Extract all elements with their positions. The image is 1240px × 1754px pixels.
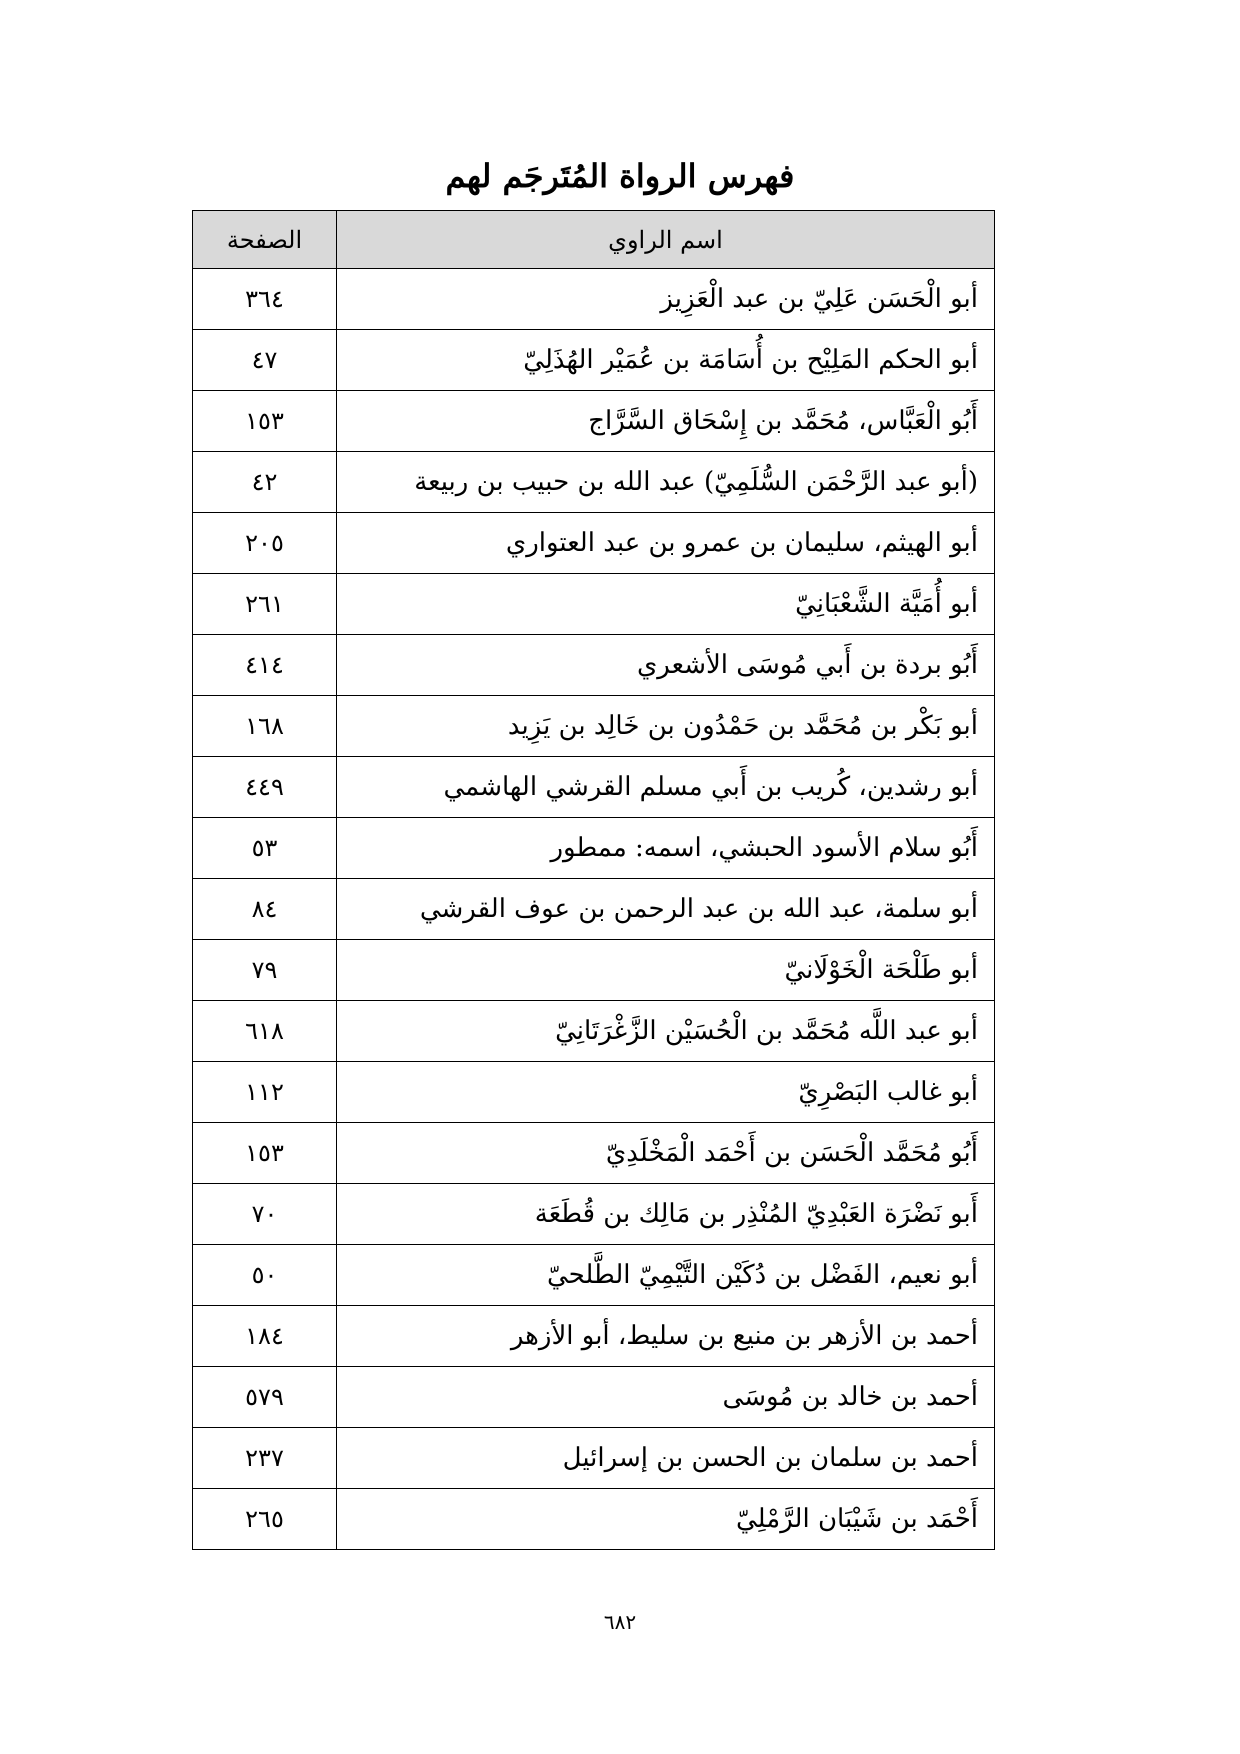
table-row (193, 879, 995, 940)
page-number: ٦٨٢ (603, 1610, 637, 1634)
page-reference: ٤٧ (193, 330, 337, 391)
narrator-name: أبو الْحَسَن عَلِيّ بن عبد الْعَزِيز (337, 269, 995, 330)
narrator-name: أبو بَكْر بن مُحَمَّد بن حَمْدُون بن خَالِد بن يَزِيد (337, 696, 995, 757)
page-reference: ٢٦١ (193, 574, 337, 635)
page-reference: ١٨٤ (193, 1306, 337, 1367)
page-reference: ٢٣٧ (193, 1428, 337, 1489)
page-reference: ٢٠٥ (193, 513, 337, 574)
table-row (193, 635, 995, 696)
narrator-name: أبو الهيثم، سليمان بن عمرو بن عبد العتواري (337, 513, 995, 574)
header-page: الصفحة (193, 211, 337, 269)
page-reference: ٥٧٩ (193, 1367, 337, 1428)
narrators-index-table (192, 210, 995, 1550)
page-reference: ٥٣ (193, 818, 337, 879)
narrator-name: أَبُو الْعَبَّاس، مُحَمَّد بن إِسْحَاق السَّرَّاج (337, 391, 995, 452)
table-row (193, 574, 995, 635)
page-reference: ٤١٤ (193, 635, 337, 696)
page-reference: ٥٠ (193, 1245, 337, 1306)
narrator-name: أبو غالب البَصْرِيّ (337, 1062, 995, 1123)
table-body (193, 269, 995, 1550)
narrator-name: (أبو عبد الرَّحْمَن السُّلَمِيّ) عبد الله بن حبيب بن ربيعة (337, 452, 995, 513)
narrator-name: أَبُو بردة بن أَبي مُوسَى الأشعري (337, 635, 995, 696)
page-reference: ٢٦٥ (193, 1489, 337, 1550)
narrator-name: أحمد بن سلمان بن الحسن بن إسرائيل (337, 1428, 995, 1489)
page-reference: ٣٦٤ (193, 269, 337, 330)
narrator-name: أَبُو سلام الأسود الحبشي، اسمه: ممطور (337, 818, 995, 879)
page-reference: ٦١٨ (193, 1001, 337, 1062)
narrator-name: أَبُو مُحَمَّد الْحَسَن بن أَحْمَد الْمَخْلَدِيّ (337, 1123, 995, 1184)
narrator-name: أبو سلمة، عبد الله بن عبد الرحمن بن عوف القرشي (337, 879, 995, 940)
page-reference: ٤٢ (193, 452, 337, 513)
table-row (193, 1184, 995, 1245)
page-title: فهرس الرواة المُتَرجَم لهم (445, 157, 795, 195)
table-row (193, 1062, 995, 1123)
page-reference: ٤٤٩ (193, 757, 337, 818)
table-row (193, 269, 995, 330)
narrator-name: أبو أُمَيَّة الشَّعْبَانِيّ (337, 574, 995, 635)
table-row (193, 391, 995, 452)
table-row (193, 1001, 995, 1062)
table-row (193, 696, 995, 757)
narrator-name: أبو رشدين، كُريب بن أَبي مسلم القرشي الهاشمي (337, 757, 995, 818)
page-reference: ١٥٣ (193, 1123, 337, 1184)
page-reference: ٧٠ (193, 1184, 337, 1245)
narrator-name: أحمد بن الأزهر بن منيع بن سليط، أبو الأزهر (337, 1306, 995, 1367)
narrator-name: أبو عبد اللَّه مُحَمَّد بن الْحُسَيْن الزَّغْرَتَانِيّ (337, 1001, 995, 1062)
table-row (193, 1367, 995, 1428)
table-row (193, 818, 995, 879)
narrator-name: أبو الحكم المَلِيْح بن أُسَامَة بن عُمَيْر الهُذَلِيّ (337, 330, 995, 391)
narrator-name: أبو نعيم، الفَضْل بن دُكَيْن التَّيْمِيّ الطَّلحيّ (337, 1245, 995, 1306)
narrator-name: أبو طَلْحَة الْخَوْلَانيّ (337, 940, 995, 1001)
narrator-name: أَبو نَضْرَة العَبْدِيّ المُنْذِر بن مَالِك بن قُطَعَة (337, 1184, 995, 1245)
table-row (193, 513, 995, 574)
table-row (193, 1489, 995, 1550)
narrator-name: أَحْمَد بن شَيْبَان الرَّمْلِيّ (337, 1489, 995, 1550)
table-row (193, 757, 995, 818)
page-reference: ١٥٣ (193, 391, 337, 452)
table-row (193, 452, 995, 513)
table-row (193, 940, 995, 1001)
table-row (193, 1245, 995, 1306)
page-reference: ١٦٨ (193, 696, 337, 757)
page-reference: ٨٤ (193, 879, 337, 940)
table-header-row (193, 211, 995, 269)
table-row (193, 1306, 995, 1367)
page-reference: ١١٢ (193, 1062, 337, 1123)
header-narrator-name: اسم الراوي (337, 211, 995, 269)
page-reference: ٧٩ (193, 940, 337, 1001)
table-row (193, 1428, 995, 1489)
table-row (193, 330, 995, 391)
table-row (193, 1123, 995, 1184)
narrator-name: أحمد بن خالد بن مُوسَى (337, 1367, 995, 1428)
